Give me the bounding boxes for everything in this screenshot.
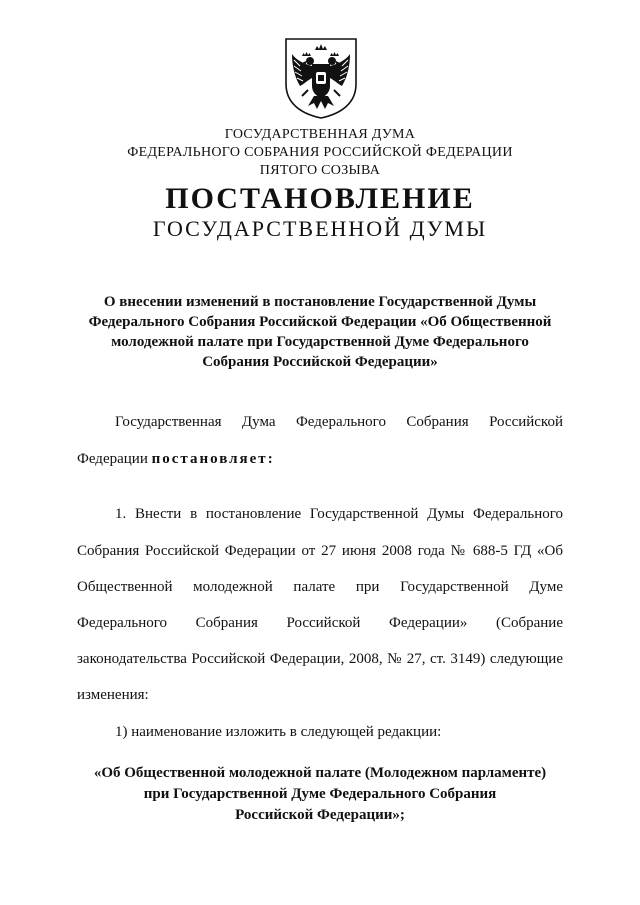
issuer-header <box>0 126 640 180</box>
item1-line-3: Общественной молодежной палате при Государственной Думе <box>77 579 563 595</box>
quote-line-3: Российской Федерации»; <box>235 807 405 823</box>
document-subject <box>80 292 560 372</box>
document-title: ПОСТАНОВЛЕНИЕ <box>165 182 475 215</box>
header-line-3: ПЯТОГО СОЗЫВА <box>259 163 381 178</box>
item1-line-2: Собрания Российской Федерации от 27 июня 2008 года № 688-5 ГД «Об <box>77 543 563 559</box>
subitem1-line-1: 1) наименование изложить в следующей редакции: <box>115 724 442 740</box>
preamble-colon: : <box>267 451 275 467</box>
subject-line-4: Собрания Российской Федерации» <box>202 354 438 370</box>
preamble-line-2 <box>77 451 563 468</box>
preamble-decision-word: постановляет <box>151 451 268 467</box>
document-subtitle: ГОСУДАРСТВЕННОЙ ДУМЫ <box>152 216 488 241</box>
item1-line-1: 1. Внести в постановление Государственной Думы Федерального <box>115 506 563 522</box>
item1-line-5: законодательства Российской Федерации, 2008, № 27, ст. 3149) следующие <box>77 651 563 667</box>
quote-line-2: при Государственной Думе Федерального Собрания <box>143 786 497 802</box>
state-emblem-icon <box>282 36 360 120</box>
preamble-prefix: Федерации <box>77 451 152 467</box>
item1-line-4: Федерального Собрания Российской Федерации» (Собрание <box>77 615 563 631</box>
subject-line-3: молодежной палате при Государственной Думе Федерального <box>111 334 529 350</box>
header-line-1: ГОСУДАРСТВЕННАЯ ДУМА <box>224 127 416 142</box>
subject-line-1: О внесении изменений в постановление Государственной Думы <box>103 294 537 310</box>
item1-line-6: изменения: <box>77 687 149 703</box>
quote-line-1: «Об Общественной молодежной палате (Молодежном парламенте) <box>93 765 547 781</box>
new-title-quote <box>60 763 580 826</box>
preamble-line-1: Государственная Дума Федерального Собрания Российской <box>115 414 563 430</box>
subject-line-2: Федерального Собрания Российской Федерации «Об Общественной <box>88 314 552 330</box>
header-line-2: ФЕДЕРАЛЬНОГО СОБРАНИЯ РОССИЙСКОЙ ФЕДЕРАЦИИ <box>127 145 513 160</box>
